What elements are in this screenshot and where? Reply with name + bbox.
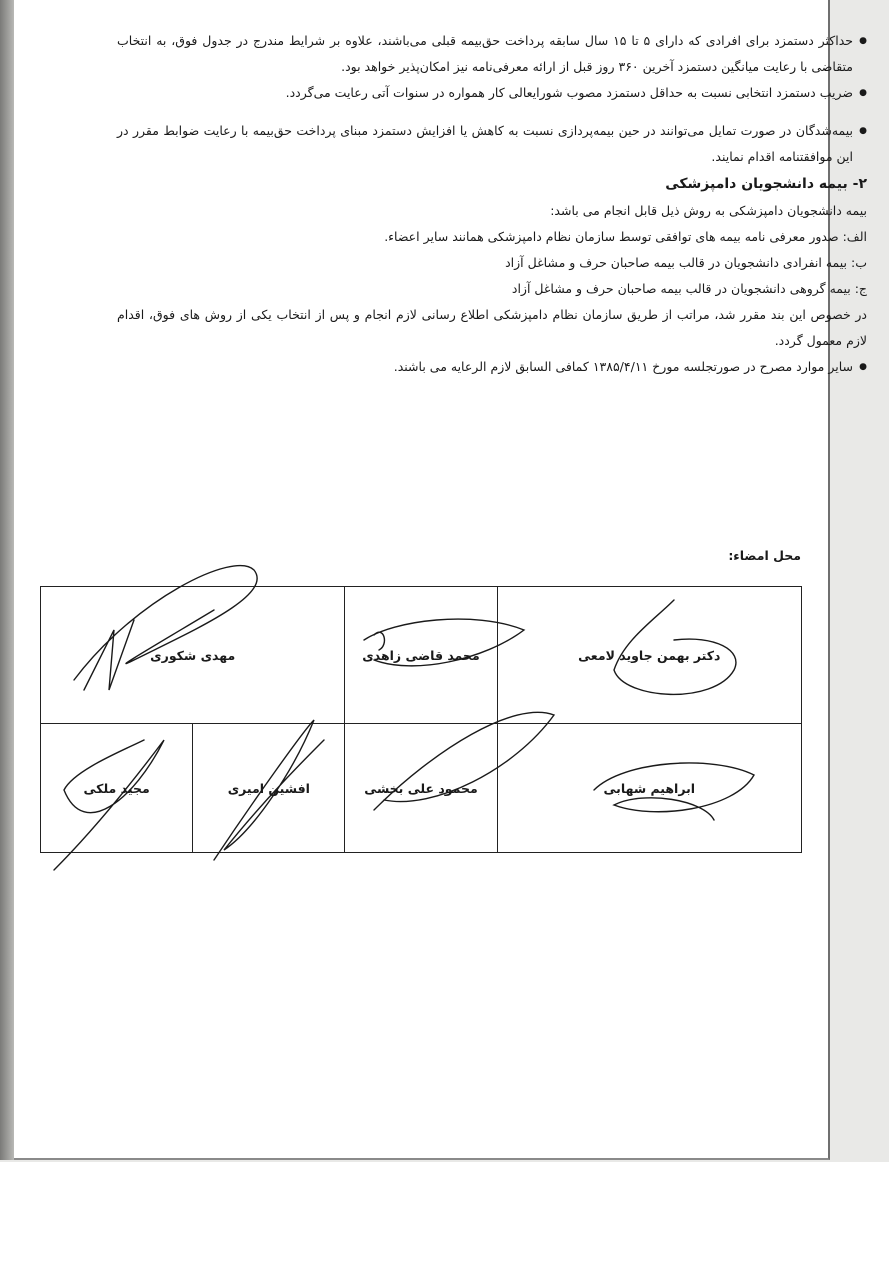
option-alef: الف: صدور معرفی نامه بیمه های توافقی توسط سازمان نظام دامپزشکی همانند سایر اعضاء.	[384, 229, 867, 244]
bottom-margin	[0, 1162, 889, 1280]
signatory-cell: مجید ملکی	[41, 724, 193, 853]
signature-table	[40, 586, 802, 853]
bullet-max-wage: ● حداکثر دستمزد برای افرادی که دارای ۵ تا ۱۵ سال سابقه پرداخت حق‌بیمه قبلی می‌باشند، علاوه بر شرایط مندرج در جدول فوق، به انتخاب متقاضی با رعایت میانگین دستمزد آخرین ۳۶۰ روز قبل از ارائه معرفی‌نامه نیز امکان‌پذیر خواهد بود.	[117, 28, 867, 80]
signature-label: محل امضاء:	[728, 548, 801, 563]
signatory-cell: محمود علی بخشی	[345, 724, 497, 853]
closing-paragraph: در خصوص این بند مقرر شد، مراتب از طریق سازمان نظام دامپزشکی اطلاع رسانی لازم انجام و پس از انتخاب یکی از روش های فوق، اقدام لازم معمول گردد.	[117, 307, 867, 348]
signatory-cell: ابراهیم شهابی	[497, 724, 801, 853]
document-body	[117, 28, 867, 380]
option-be: ب: بیمه انفرادی دانشجویان در قالب بیمه صاحبان حرف و مشاغل آزاد	[505, 255, 867, 270]
final-bullet: ● سایر موارد مصرح در صورتجلسه مورخ ۱۳۸۵/۴/۱۱ کمافی السابق لازم الرعایه می باشند.	[117, 354, 867, 380]
section-heading: ۲- بیمه دانشجویان دامپزشکی	[665, 176, 867, 192]
bullet-wage-coefficient: ● ضریب دستمزد انتخابی نسبت به حداقل دستمزد مصوب شورایعالی کار همواره در سنوات آتی رعایت می‌گردد.	[117, 80, 867, 106]
signatory-cell: افشین امیری	[193, 724, 345, 853]
signatory-cell: محمد قاضی زاهدی	[345, 587, 497, 724]
option-jim: ج: بیمه گروهی دانشجویان در قالب بیمه صاحبان حرف و مشاغل آزاد	[511, 281, 867, 296]
bullet-wage-change: ● بیمه‌شدگان در صورت تمایل می‌توانند در حین بیمه‌پردازی نسبت به کاهش یا افزایش دستمزد مبنای پرداخت حق‌بیمه با رعایت ضوابط مقرر در این موافقتنامه اقدام نمایند.	[117, 118, 867, 170]
intro-text: بیمه دانشجویان دامپزشکی به روش ذیل قابل انجام می باشد:	[550, 203, 867, 218]
signatory-cell: مهدی شکوری	[41, 587, 345, 724]
signatory-cell: دکتر بهمن جاوید لامعی	[497, 587, 801, 724]
